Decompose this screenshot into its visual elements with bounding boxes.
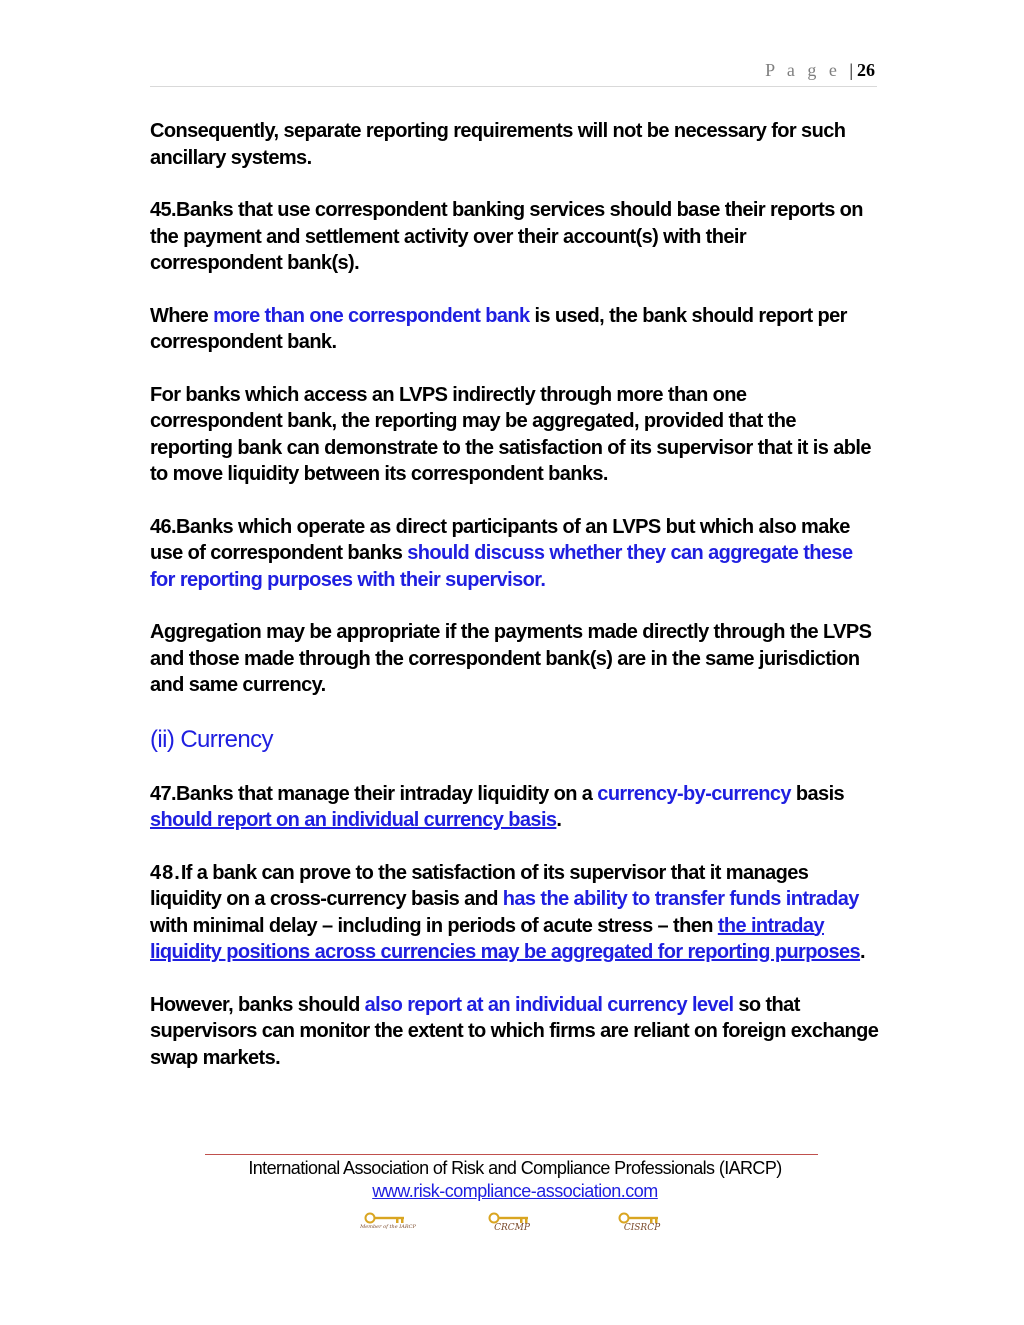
- text-span: If a bank can prove to the satisfaction of its supervisor that it manages liquidity on a cross-currency basis and: [150, 861, 809, 910]
- member-logo-label: Member of the IARCP: [360, 1224, 416, 1230]
- paragraph-number: 48.: [150, 861, 181, 884]
- text-span: basis: [790, 782, 845, 805]
- paragraph-individual-currency: [150, 992, 880, 1072]
- cisrcp-logo-label: CISRCP: [623, 1223, 661, 1233]
- paragraph-lvps-indirect: For banks which access an LVPS indirectly through more than one correspondent bank, the reporting may be aggregated, provided that the reporting bank can demonstrate to the satisfaction of its supervisor that it is able to move liquidity between its correspondent banks.: [150, 383, 871, 485]
- footer-website-link[interactable]: www.risk-compliance-association.com: [372, 1181, 658, 1201]
- text-span: 46.Banks which operate as direct participants of an LVPS but which also make use of correspondent banks: [150, 515, 850, 564]
- cisrcp-logo: [614, 1212, 674, 1242]
- paragraph-45: 45.Banks that use correspondent banking services should base their reports on the payment and settlement activity over their account(s) with their correspondent bank(s).: [150, 199, 863, 274]
- highlight-text: has the ability to transfer funds intraday: [502, 888, 859, 910]
- highlight-text: currency-by-currency: [597, 782, 791, 805]
- highlight-text: more than one correspondent bank: [213, 304, 530, 327]
- page-number: [765, 60, 875, 81]
- member-logo: [360, 1212, 420, 1242]
- page-body: [150, 118, 880, 1097]
- text-span: Where: [150, 304, 214, 327]
- text-span: However, banks should: [150, 993, 365, 1016]
- page-separator: |: [849, 60, 853, 80]
- paragraph-46: [150, 514, 880, 594]
- page-number-value: 26: [857, 60, 875, 80]
- highlight-text: also report at an individual currency level: [364, 993, 734, 1016]
- underlined-highlight-text: should report on an individual currency basis: [150, 809, 557, 831]
- page-header: [150, 60, 877, 87]
- footer-divider: [205, 1154, 818, 1155]
- text-span: so that supervisors can monitor the extent to which firms are reliant on foreign exchange swap markets.: [150, 993, 879, 1069]
- text-span: with minimal delay – including in periods of acute stress – then: [150, 914, 718, 937]
- text-span: is used, the bank should report per correspondent bank.: [150, 304, 847, 353]
- text-span: .: [556, 809, 562, 831]
- paragraph-aggregation: Aggregation may be appropriate if the payments made directly through the LVPS and those made through the correspondent bank(s) are in the same jurisdiction and same currency.: [150, 621, 872, 696]
- page-label: P a g e: [765, 60, 841, 80]
- section-heading-currency: (ii) Currency: [150, 725, 273, 753]
- highlight-text: should discuss whether they can aggregate these for reporting purposes with their supervisor.: [150, 542, 853, 591]
- crcmp-logo-label: CRCMP: [494, 1223, 530, 1233]
- paragraph-47: [150, 781, 880, 834]
- underlined-highlight-text: the intraday liquidity positions across currencies may be aggregated for reporting purposes: [150, 914, 861, 963]
- text-span: 47.Banks that manage their intraday liquidity on a: [150, 782, 598, 805]
- paragraph-48: [150, 860, 880, 966]
- paragraph-multiple-correspondents: [150, 303, 880, 356]
- paragraph-ancillary: Consequently, separate reporting requirements will not be necessary for such ancillary systems.: [150, 120, 846, 169]
- footer-organization: International Association of Risk and Compliance Professionals (IARCP): [248, 1158, 782, 1178]
- crcmp-logo: [484, 1212, 544, 1242]
- key-icon: [364, 1212, 408, 1224]
- text-span: .: [860, 941, 866, 963]
